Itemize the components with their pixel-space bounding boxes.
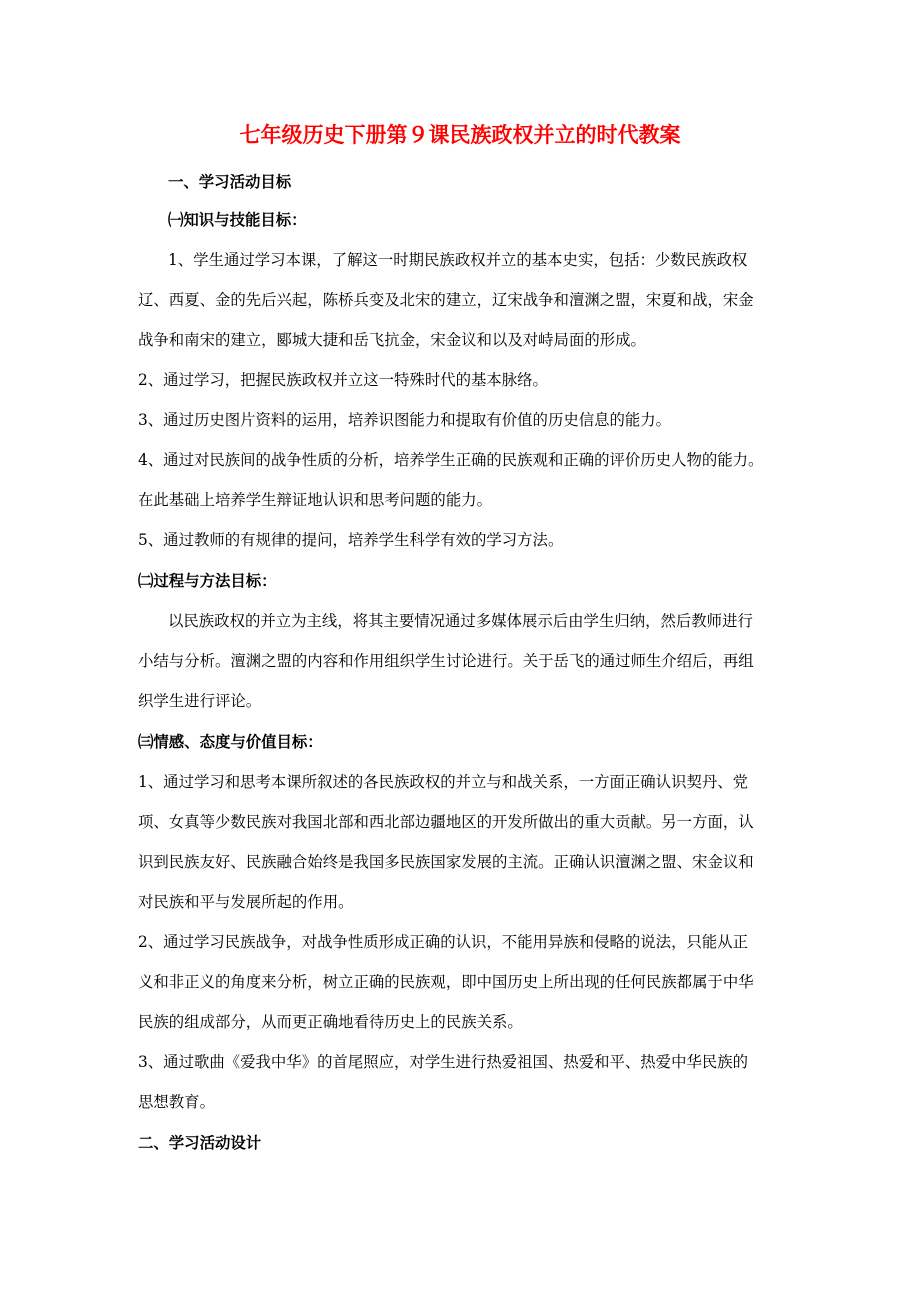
paragraph-line: 对民族和平与发展所起的作用。 bbox=[138, 893, 354, 911]
paragraph-line: 织学生进行评论。 bbox=[138, 692, 262, 710]
paragraph-line: 识到民族友好、民族融合始终是我国多民族国家发展的主流。正确认识澶渊之盟、宋金议和 bbox=[138, 853, 754, 871]
emotion-values-heading: ㈢情感、态度与价值目标： bbox=[138, 733, 323, 751]
paragraph-line: 在此基础上培养学生辩证地认识和思考问题的能力。 bbox=[138, 491, 492, 509]
paragraph-line: 义和非正义的角度来分析，树立正确的民族观，即中国历史上所出现的任何民族都属于中华 bbox=[138, 973, 754, 991]
process-methods-heading: ㈡过程与方法目标： bbox=[138, 572, 277, 590]
section2-heading: 二、学习活动设计 bbox=[138, 1134, 262, 1152]
paragraph-line: 以民族政权的并立为主线，将其主要情况通过多媒体展示后由学生归纳，然后教师进行 bbox=[168, 612, 753, 630]
knowledge-skills-heading: ㈠知识与技能目标： bbox=[168, 211, 307, 229]
paragraph-line: 思想教育。 bbox=[138, 1093, 215, 1111]
paragraph-line: 5、通过教师的有规律的提问，培养学生科学有效的学习方法。 bbox=[138, 531, 564, 549]
paragraph-line: 民族的组成部分，从而更正确地看待历史上的民族关系。 bbox=[138, 1013, 523, 1031]
paragraph-line: 小结与分析。澶渊之盟的内容和作用组织学生讨论进行。关于岳飞的通过师生介绍后，再组 bbox=[138, 652, 754, 670]
paragraph-line: 3、通过歌曲《爱我中华》的首尾照应，对学生进行热爱祖国、热爱和平、热爱中华民族的 bbox=[138, 1053, 749, 1071]
paragraph-line: 3、通过历史图片资料的运用，培养识图能力和提取有价值的历史信息的能力。 bbox=[138, 411, 672, 429]
paragraph-line: 2、通过学习民族战争，对战争性质形成正确的认识，不能用异族和侵略的说法，只能从正 bbox=[138, 933, 749, 951]
paragraph-line: 2、通过学习，把握民族政权并立这一特殊时代的基本脉络。 bbox=[138, 371, 548, 389]
paragraph-line: 项、女真等少数民族对我国北部和西北部边疆地区的开发所做出的重大贡献。另一方面，认 bbox=[138, 813, 754, 831]
document-title: 七年级历史下册第９课民族政权并立的时代教案 bbox=[239, 123, 681, 147]
section1-heading: 一、学习活动目标 bbox=[168, 173, 292, 191]
paragraph-line: 4、通过对民族间的战争性质的分析，培养学生正确的民族观和正确的评价历史人物的能力。 bbox=[138, 451, 764, 469]
paragraph-line: 辽、西夏、金的先后兴起，陈桥兵变及北宋的建立，辽宋战争和澶渊之盟，宋夏和战，宋金 bbox=[138, 291, 754, 309]
paragraph-line: 战争和南宋的建立，郾城大捷和岳飞抗金，宋金议和以及对峙局面的形成。 bbox=[138, 331, 646, 349]
paragraph-line: 1、通过学习和思考本课所叙述的各民族政权的并立与和战关系，一方面正确认识契丹、党 bbox=[138, 773, 749, 791]
paragraph-line: 1、学生通过学习本课，了解这一时期民族政权并立的基本史实，包括：少数民族政权 bbox=[168, 251, 748, 269]
